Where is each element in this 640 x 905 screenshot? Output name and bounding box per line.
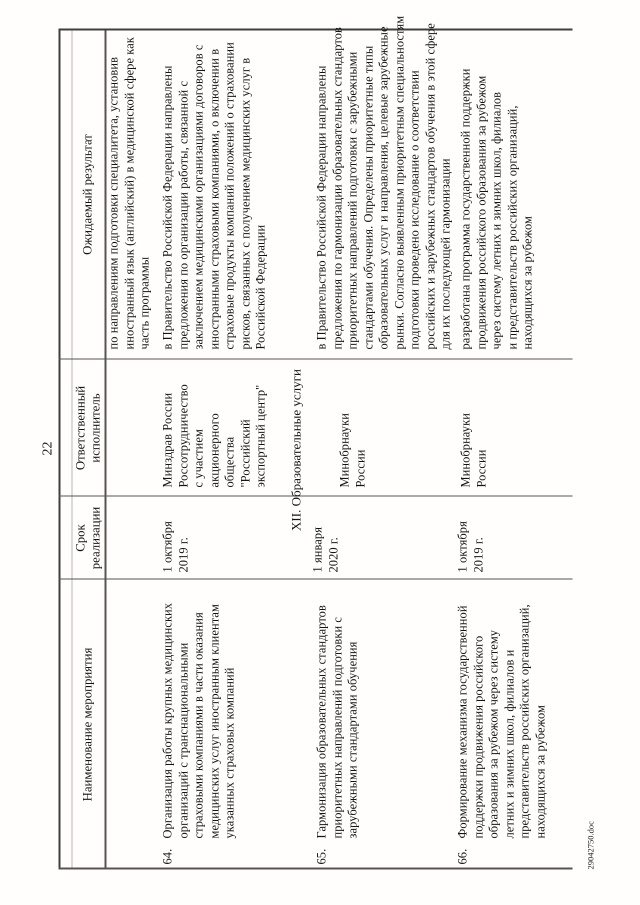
text-line: "Российский [238,419,252,488]
text-line: 1 октября [455,521,470,573]
text-line: летних и зимних школ, филиалов и [502,649,516,839]
text-line: поддержки продвижения российского [471,635,485,839]
text-line: рынки. Согласно выявленным приоритетным специальностям [392,15,406,350]
table-top-inner-rule [72,29,73,870]
column-separator-executor-result [59,359,573,360]
row-executor-cell [459,413,490,487]
text-line: через систему летних и зимних школ, филиалов [489,91,504,350]
row-executor-cell [161,384,270,487]
text-line: образования за рубежом через систему [486,629,501,839]
text-line: страховыми компаниями в части оказания [191,612,206,839]
text-line: 2019 г. [471,537,485,573]
text-line: находящихся за рубежом [533,705,547,839]
text-line: зарубежными стандартами обучения [345,641,360,839]
page-number: 22 [40,441,56,456]
table-top-border [59,29,61,870]
text-line: по направлениям подготовки специалитета, установив [106,56,121,350]
text-line: и представительств российских организаций, [505,105,519,350]
text-line: рисков, связанных с получением медицинских услуг в [238,57,252,350]
column-separator-name-term [59,579,573,580]
text-line: акционерного [207,413,221,488]
row-term-cell [161,521,192,572]
text-line: медицинских услуг иностранным клиентам [207,604,221,839]
text-line: Организация работы крупных медицинских [160,602,175,839]
row-term-cell [311,527,342,573]
text-line: организаций с транснациональными [176,642,190,839]
text-line: подготовки проведено исследование о соответствии [407,70,422,350]
row-number: 64. [160,848,175,865]
text-line: исполнитель [88,393,102,463]
text-line: 1 января [310,526,325,573]
rotated-table-canvas [40,15,640,873]
text-line: для их последующей гармонизации [438,158,453,350]
text-line: реализации [88,506,102,570]
text-line: с участием [191,429,206,488]
text-line: в Правительство Российской Федерации направлены [160,65,175,350]
text-line: Ответственный [73,385,88,471]
text-line: России [474,449,488,488]
text-line: образовательных услуг и направления, целевые зарубежные [376,26,391,350]
text-line: Минздрав России [160,392,175,488]
text-line: предложения по организации работы, связанной с [176,80,190,350]
text-line: российских и зарубежных стандартов обучения в этой сфере [423,23,437,350]
text-line: 2020 г. [326,537,340,573]
document-id-footer: 29042750.doc [585,821,596,870]
column-separator-term-executor [59,496,573,497]
row-number: 66. [455,848,470,865]
text-line: Минобрнауки [337,413,352,488]
text-line: Гармонизация образовательных стандартов [314,605,329,839]
section-title: XII. Образовательные услуги [288,369,304,531]
text-line: заключением медицинскими организациями договоров с [191,44,206,350]
text-line: иностранными страховыми компаниями, о включении в [207,48,221,350]
text-line: продвижения российского образования за рубежом [474,75,488,350]
text-line: экспортный центр" [253,384,268,488]
text-line: 1 октября [160,521,175,573]
text-line: часть программы [137,256,152,350]
text-line: приоритетных направлений подготовки с зарубежными [345,51,360,350]
text-line: разработана программа государственной поддержки [458,68,473,350]
text-line: иностранный язык (английский) в медицинской сфере как [122,37,136,350]
row-name-cell [315,605,362,838]
text-line: общества [222,436,237,488]
text-line: Формирование механизма государственной [455,605,470,839]
text-line: стандартами обучения. Определены приоритетные типы [361,45,375,350]
row-term-cell [456,521,487,572]
text-line: в Правительство Российской Федерации направлены [314,65,329,350]
text-line: представительств российских организаций, [517,604,532,839]
text-line: России [353,449,367,488]
text-line: Минобрнауки [458,413,473,488]
text-line: Срок [73,524,88,552]
text-line: указанных страховых компаний [222,667,237,839]
row-executor-cell [338,413,369,487]
text-line: приоритетных направлений подготовки с [330,616,344,839]
text-line: Россотрудничество [176,384,190,488]
table-left-border [59,868,573,870]
column-header-term [74,497,103,580]
text-line: находящихся за рубежом [520,216,535,350]
text-line: предложения по гармонизации образовательных стандартов [330,27,344,350]
text-line: 2019 г. [176,537,190,573]
column-header-executor [74,360,103,497]
column-header-result: Ожидаемый результат [80,134,95,255]
carryover-result-text [107,37,154,349]
text-line: Российской Федерации [253,224,268,350]
row-name-cell [161,603,239,839]
column-header-name: Наименование мероприятия [80,647,95,802]
row-result-cell [161,42,270,349]
row-name-cell [456,604,549,838]
row-number: 65. [314,848,329,865]
text-line: страховые продукты компаний положений о страховании [222,42,237,350]
row-result-cell [315,16,455,350]
row-result-cell [459,69,537,350]
